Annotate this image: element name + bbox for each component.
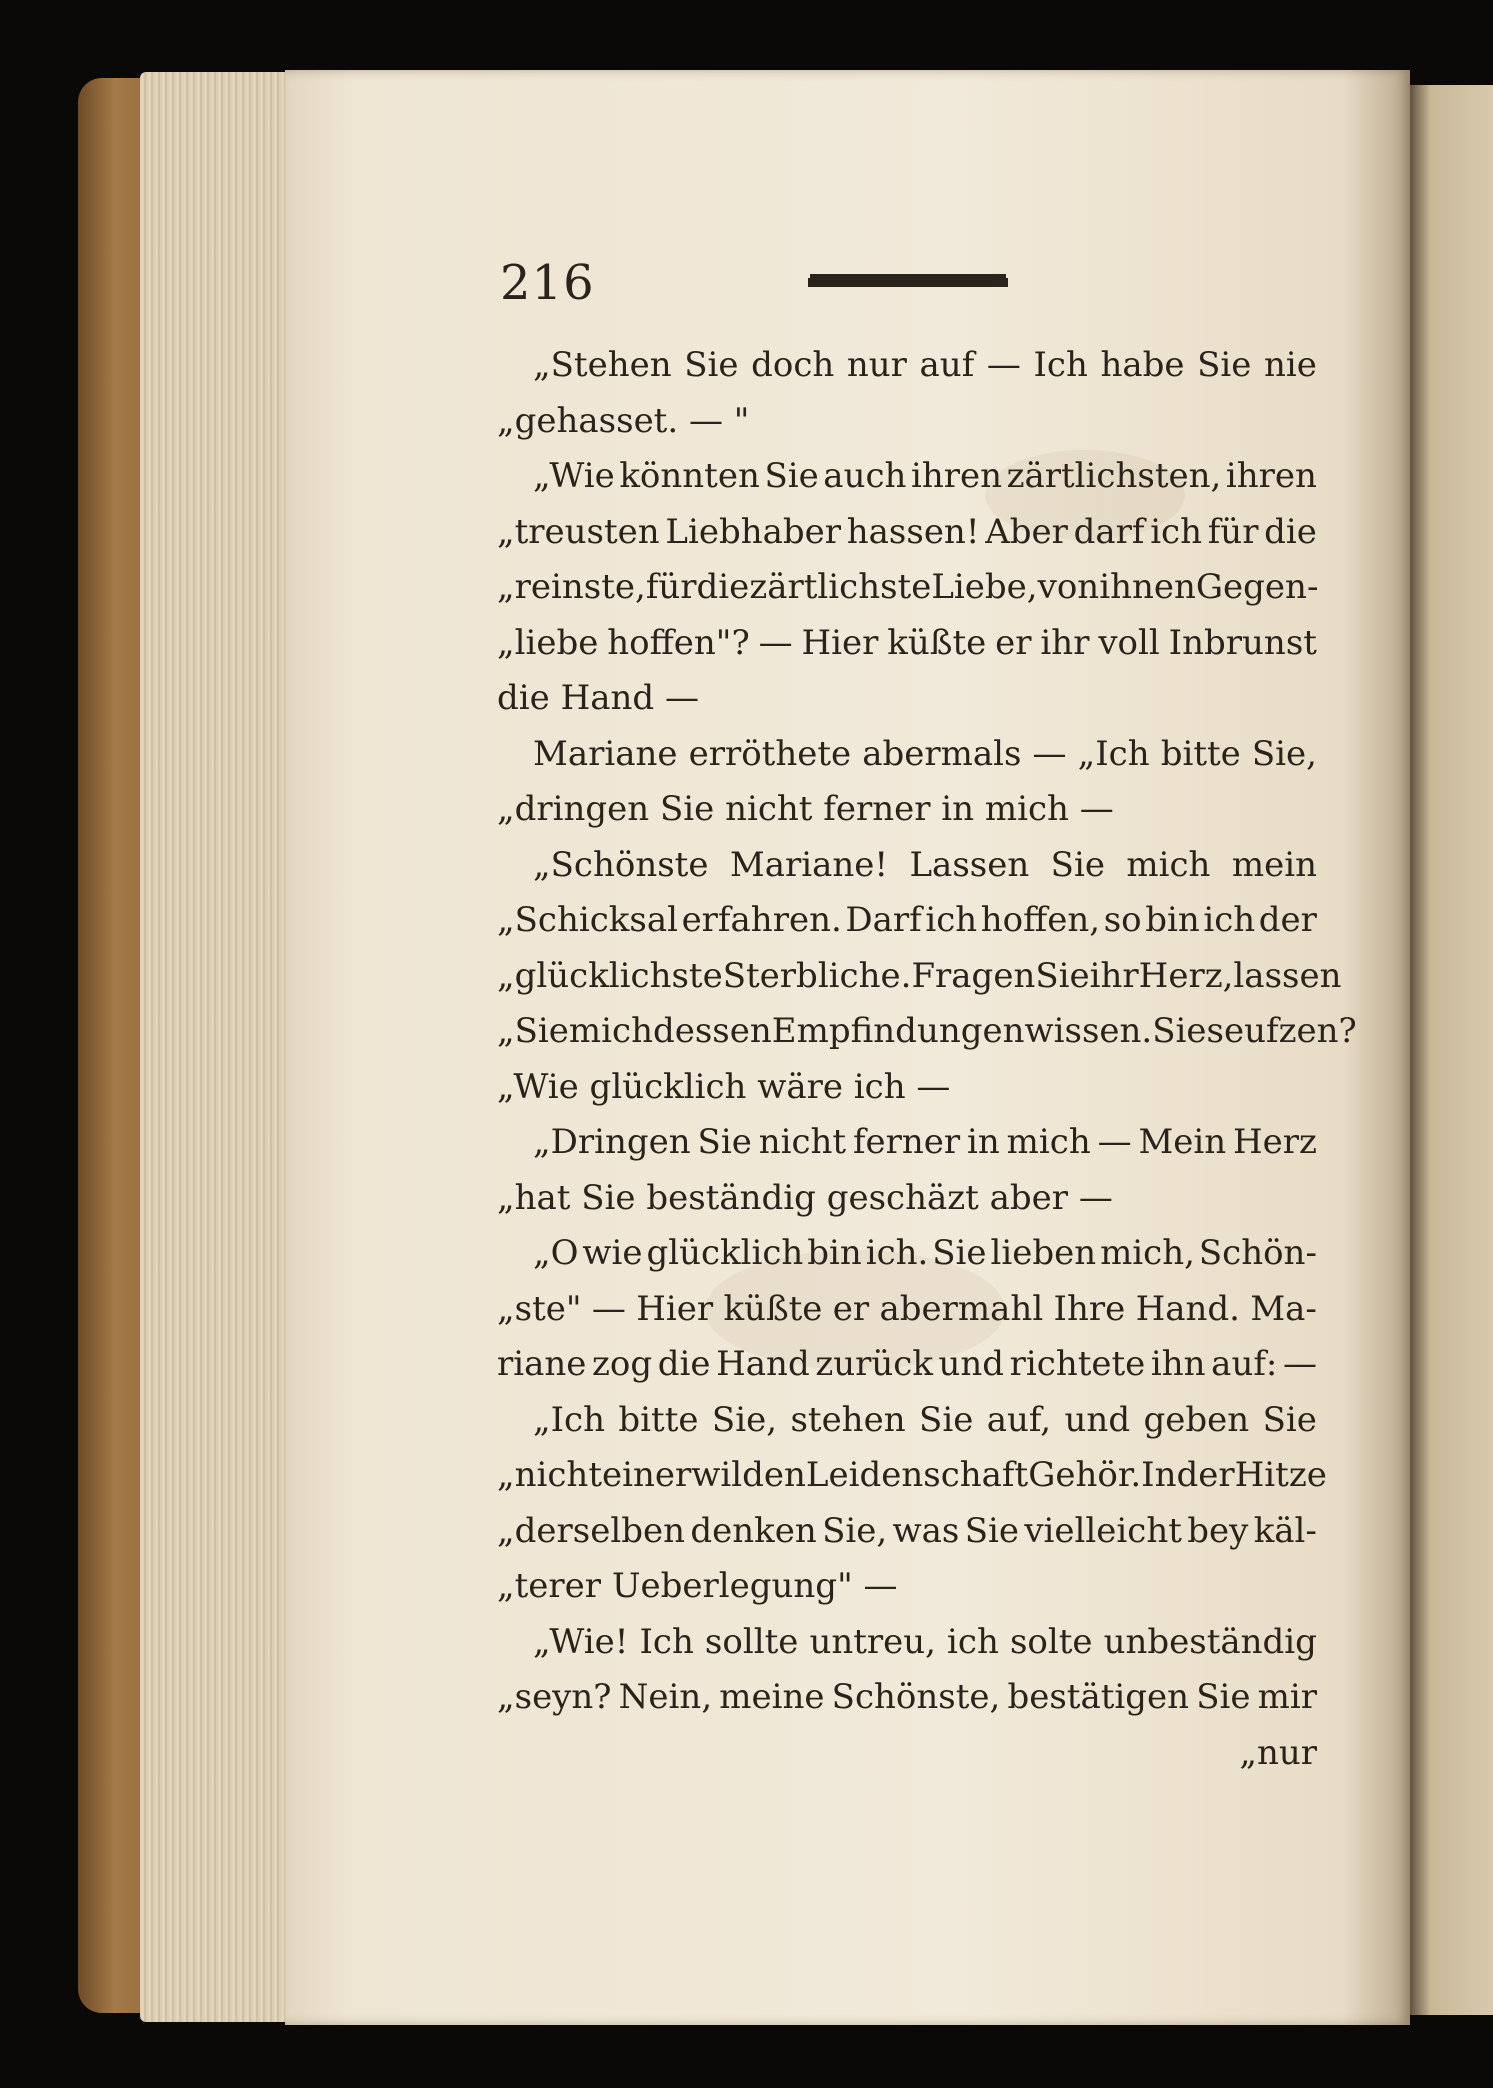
text-line [497, 949, 1342, 1005]
word: Nein, [618, 1677, 713, 1717]
page-number: 216 [500, 255, 595, 311]
word: „liebe [497, 622, 599, 663]
word: bey [1187, 1510, 1249, 1551]
word: — [1282, 1344, 1317, 1384]
text-line [497, 338, 1317, 394]
word: sollte [704, 1621, 799, 1662]
word: richtete [1009, 1344, 1146, 1384]
word: er [832, 1288, 870, 1329]
word: Ihre [1053, 1288, 1126, 1329]
word: Ich [1033, 345, 1088, 385]
word: „seyn? [497, 1677, 612, 1717]
word: bin [1145, 900, 1200, 940]
word: zärtlichsten, [1006, 456, 1222, 496]
word: Mariane [533, 733, 678, 774]
word: abermals [862, 733, 1022, 774]
word: Sie, [822, 1510, 888, 1551]
text-line [497, 1559, 1317, 1615]
text-line [497, 1282, 1317, 1338]
word: ihr [1089, 955, 1139, 996]
word: Ich [639, 1621, 694, 1662]
word: meine [719, 1677, 825, 1717]
line-text: „gehasset. — " [497, 400, 750, 441]
word: Hand. [1135, 1288, 1240, 1329]
word: Mein [1138, 1122, 1227, 1162]
word: auf [919, 345, 975, 385]
word: hoffen, [980, 900, 1101, 940]
word: mich [568, 1011, 653, 1051]
word: küßte [723, 1288, 823, 1329]
word: bitte [1160, 733, 1241, 774]
word: ferner [852, 1122, 961, 1162]
text-line [497, 1504, 1317, 1560]
word: zog [592, 1344, 653, 1384]
word: zurück [815, 1344, 933, 1384]
page-block-edges [140, 72, 290, 2022]
word: riane [497, 1344, 587, 1384]
word: „Sie [497, 1011, 569, 1051]
word: Inbrunst [1168, 622, 1317, 663]
word: Lassen [909, 844, 1030, 885]
word: lieben [990, 1233, 1097, 1273]
word: ihn [1150, 1344, 1206, 1384]
word: Sie [919, 1399, 974, 1440]
word: Hand [716, 1344, 810, 1384]
word: hassen! [846, 511, 980, 552]
word: der [1176, 1455, 1235, 1495]
word: Sie [764, 456, 819, 496]
word: ich [947, 1621, 999, 1662]
word: glücklich [646, 1233, 804, 1273]
word: was [892, 1510, 960, 1551]
word: — [1097, 1122, 1132, 1162]
text-line [497, 1171, 1317, 1227]
text-line [497, 838, 1317, 894]
word: bitte [618, 1399, 699, 1440]
word: wissen. [1024, 1011, 1153, 1051]
word: mich [1006, 1122, 1091, 1162]
word: nur [846, 345, 907, 385]
word: der [1258, 900, 1317, 940]
word: Herz, [1138, 955, 1234, 996]
word: auch [823, 456, 907, 496]
text-line [497, 782, 1317, 838]
word: die [1264, 511, 1317, 552]
word: Sie [964, 1510, 1019, 1551]
word: auf, [986, 1399, 1052, 1440]
word: wilden [691, 1455, 806, 1495]
word: Sie [684, 345, 739, 385]
text-line [497, 1615, 1317, 1671]
catchword [497, 1726, 1317, 1782]
word: lassen [1233, 955, 1342, 996]
line-text: „Wie glücklich wäre ich — [497, 1066, 951, 1107]
word: ihren [910, 456, 1003, 496]
word: Liebe, [931, 567, 1038, 607]
word: mein [1231, 844, 1317, 885]
word: erröthete [688, 733, 852, 774]
word: könnten [619, 456, 760, 496]
word: küßte [887, 622, 987, 663]
word: ich [1150, 511, 1203, 552]
text-line [497, 893, 1317, 949]
word: Leidenschaft [805, 1455, 1029, 1495]
word: „Stehen [533, 345, 672, 385]
word: er [995, 622, 1032, 663]
word: käl- [1253, 1510, 1317, 1551]
word: abermahl [879, 1288, 1044, 1329]
word: Mariane! [729, 844, 889, 885]
text-line [497, 1004, 1357, 1060]
word: unbeständig [1103, 1621, 1317, 1662]
word: Schön- [1198, 1233, 1317, 1273]
body-text [497, 338, 1357, 1726]
word: „treusten [497, 511, 660, 552]
word: von [1037, 567, 1100, 607]
line-text: die Hand — [497, 678, 699, 718]
word: nicht [758, 1122, 847, 1162]
word: wie [582, 1233, 643, 1273]
word: die [696, 567, 750, 607]
word: vielleicht [1024, 1510, 1182, 1551]
word: stehen [790, 1399, 906, 1440]
word: „O [533, 1233, 579, 1273]
word: untreu, [809, 1621, 936, 1662]
text-line [497, 1226, 1317, 1282]
word: ihren [1225, 456, 1317, 496]
word: „Wie [533, 456, 615, 496]
text-line [497, 1337, 1317, 1393]
word: „derselben [497, 1510, 685, 1551]
word: „Dringen [533, 1122, 691, 1162]
catchword-block [497, 1726, 1317, 1782]
word: in [967, 1122, 1000, 1162]
word: zärtlichste [749, 567, 932, 607]
text-line [497, 1060, 1317, 1116]
word: Sie [932, 1233, 987, 1273]
word: „glücklichste [497, 955, 723, 996]
word: Sie [1196, 1677, 1251, 1717]
word: Empfindungen [771, 1011, 1025, 1051]
word: Sie [1262, 1399, 1317, 1440]
word: solte [1009, 1621, 1093, 1662]
word: Hitze [1234, 1455, 1327, 1495]
word: Sie, [711, 1399, 778, 1440]
word: Ma- [1250, 1288, 1317, 1329]
word: Aber [985, 511, 1068, 552]
text-line [497, 727, 1317, 783]
line-text: „hat Sie beständig geschäzt aber — [497, 1177, 1113, 1218]
text-line [497, 1115, 1317, 1171]
word: Gegen- [1195, 567, 1319, 607]
text-line [497, 1393, 1317, 1449]
word: „ste" [497, 1288, 582, 1329]
word: Liebhaber [665, 511, 842, 552]
text-line [497, 1448, 1327, 1504]
word: Darf [845, 900, 922, 940]
word: Gehör. [1028, 1455, 1142, 1495]
facing-page-edge [1410, 85, 1493, 2015]
word: „Ich [533, 1399, 605, 1440]
word: Sie, [1251, 733, 1317, 774]
word: geben [1143, 1399, 1250, 1440]
word: Sie [1035, 955, 1090, 996]
word: Sie [697, 1122, 752, 1162]
word: „Schicksal [497, 900, 678, 940]
word: einer [602, 1455, 692, 1495]
word: ihr [1040, 622, 1090, 663]
text-line [497, 616, 1317, 672]
line-text: „dringen Sie nicht ferner in mich — [497, 789, 1114, 829]
word: habe [1100, 345, 1185, 385]
word: bestätigen [1007, 1677, 1190, 1717]
word: mich [1126, 844, 1211, 885]
word: bin [807, 1233, 862, 1273]
word: ich [925, 900, 978, 940]
word: Herz [1233, 1122, 1317, 1162]
word: Hier [801, 622, 879, 663]
word: mich, [1100, 1233, 1195, 1273]
word: voll [1098, 622, 1160, 663]
word: ich [1203, 900, 1256, 940]
line-text: „terer Ueberlegung" — [497, 1566, 898, 1606]
word: doch [751, 345, 835, 385]
word: „Schönste [533, 844, 709, 885]
word: ihnen [1099, 567, 1196, 607]
word: mir [1257, 1677, 1317, 1717]
catchword-text: „nur [1239, 1733, 1317, 1773]
word: Sie [1152, 1011, 1207, 1051]
word: „Ich [1077, 733, 1150, 774]
word: Sterbliche. [722, 955, 912, 996]
word: hoffen"? [607, 622, 750, 663]
word: darf [1073, 511, 1145, 552]
word: die [657, 1344, 711, 1384]
word: dessen [652, 1011, 772, 1051]
text-line [497, 1670, 1317, 1726]
text-line [497, 560, 1317, 616]
text-line [497, 505, 1317, 561]
word: nie [1264, 345, 1317, 385]
word: für [1207, 511, 1259, 552]
header-rule [808, 278, 1008, 287]
word: — [758, 622, 793, 663]
word: erfahren. [681, 900, 842, 940]
word: seufzen? [1206, 1011, 1357, 1051]
word: so [1103, 900, 1142, 940]
text-line [497, 671, 1317, 727]
word: — [1032, 733, 1067, 774]
word: ich. [865, 1233, 929, 1273]
word: Hier [636, 1288, 714, 1329]
word: Sie [1050, 844, 1105, 885]
word: für [645, 567, 697, 607]
text-line [497, 394, 1317, 450]
word: — [591, 1288, 626, 1329]
word: „nicht [497, 1455, 602, 1495]
word: Fragen [911, 955, 1036, 996]
word: Sie [1197, 345, 1252, 385]
word: denken [690, 1510, 817, 1551]
word: und [938, 1344, 1005, 1384]
word: und [1064, 1399, 1131, 1440]
word: In [1141, 1455, 1177, 1495]
word: „reinste, [497, 567, 646, 607]
word: „Wie! [533, 1621, 629, 1662]
text-line [497, 449, 1317, 505]
word: Schönste, [831, 1677, 1001, 1717]
word: auf: [1211, 1344, 1278, 1384]
word: — [986, 345, 1021, 385]
